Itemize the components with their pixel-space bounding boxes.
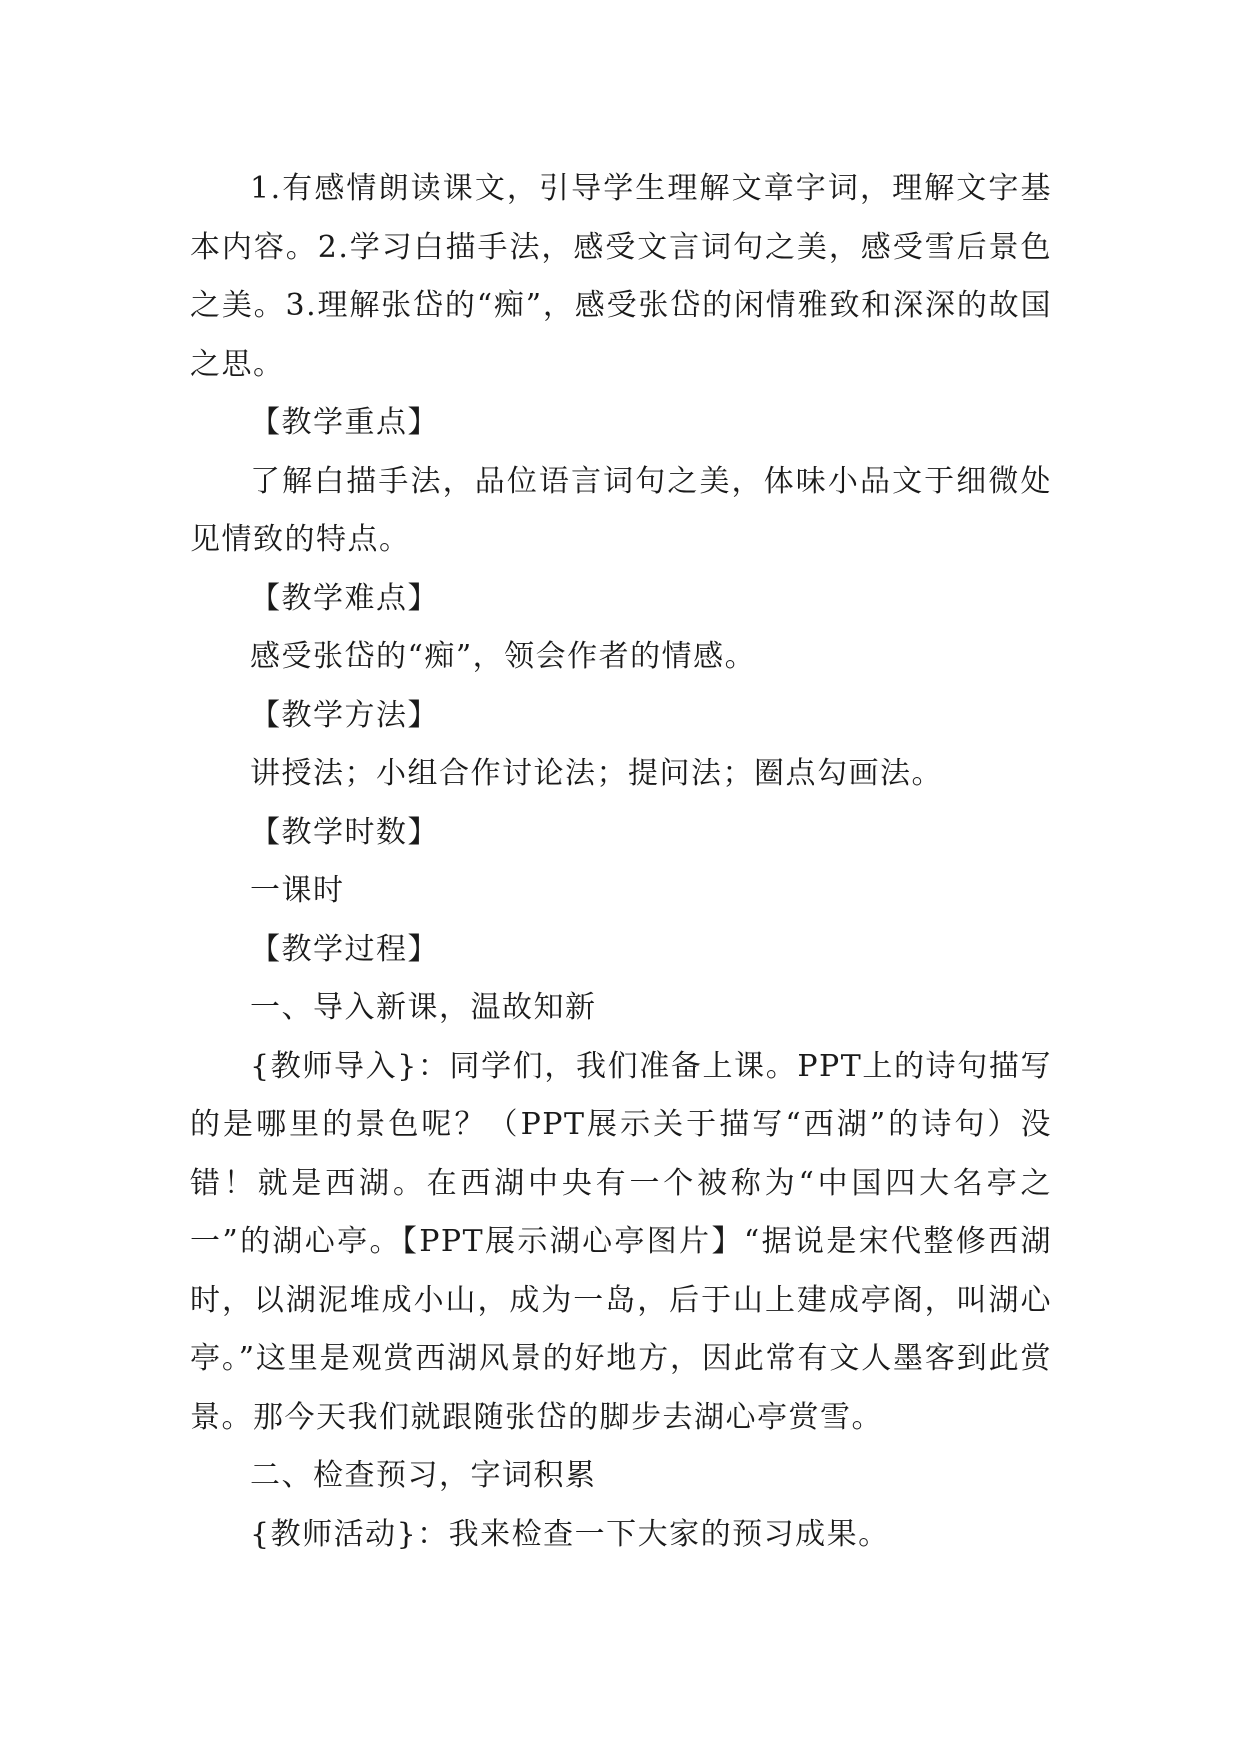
section-heading-difficulties: 【教学难点】 xyxy=(250,580,439,616)
step-one-title: 一、导入新课，温故知新 xyxy=(250,990,597,1025)
document-body xyxy=(190,160,1052,1564)
section-heading-class-hours: 【教学时数】 xyxy=(250,814,439,850)
difficulties-paragraph: 感受张岱的“痴”，领会作者的情感。 xyxy=(250,639,757,674)
section-heading-process: 【教学过程】 xyxy=(250,931,439,967)
section-heading-key-points: 【教学重点】 xyxy=(250,405,439,440)
key-points-paragraph: 了解白描手法，品位语言词句之美，体味小品文于细微处见情致的特点。 xyxy=(190,463,1052,557)
methods-paragraph: 讲授法；小组合作讨论法；提问法；圈点勾画法。 xyxy=(250,756,943,791)
objectives-paragraph: 1.有感情朗读课文，引导学生理解文章字词，理解文字基本内容。2.学习白描手法，感受文言词句之美，感受雪后景色之美。3.理解张岱的“痴”，感受张岱的闲情雅致和深深的故国之思。 xyxy=(190,171,1052,382)
teacher-intro-paragraph: {教师导入}：同学们，我们准备上课。PPT上的诗句描写的是哪里的景色呢？（PPT展示关于描写“西湖”的诗句）没错！就是西湖。在西湖中央有一个被称为“中国四大名亭之一”的湖心亭。【PPT展示湖心亭图片】“据说是宋代整修西湖时，以湖泥堆成小山，成为一岛，后于山上建成亭阁，叫湖心亭。”这里是观赏西湖风景的好地方，因此常有文人墨客到此赏景。那今天我们就跟随张岱的脚步去湖心亭赏雪。 xyxy=(190,1048,1052,1435)
class-hours-paragraph: 一课时 xyxy=(250,873,345,908)
step-two-title: 二、检查预习，字词积累 xyxy=(250,1458,597,1493)
teacher-activity-paragraph: {教师活动}：我来检查一下大家的预习成果。 xyxy=(250,1516,890,1552)
section-heading-methods: 【教学方法】 xyxy=(250,697,439,733)
